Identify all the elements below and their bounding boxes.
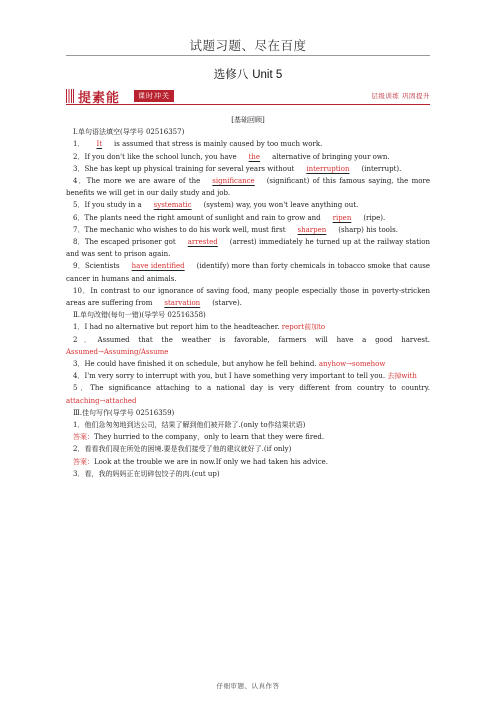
exercise-content: [66, 114, 430, 480]
section-2-heading: Ⅱ.单句改错(每句一错)(导学号 02516358): [73, 311, 206, 320]
question-3-2: 2．看看我们现在所处的困境.要是我们接受了他的建议就好了.(if only): [73, 445, 292, 454]
banner-slogan: 层级训练 巩固提升: [371, 92, 430, 100]
question-1-8: 8．The escaped prisoner got arrested (arrest) immediately he turned up at the railway station and was sent to prison again.: [66, 238, 431, 259]
banner-title: 提素能: [78, 91, 121, 106]
correction: 去掉with: [387, 372, 417, 381]
question-3-1: 1．他们急匆匆地到达公司，结果了解到他们被开除了.(only to作结果状语): [73, 421, 306, 430]
answer-blank: It: [96, 140, 103, 149]
answer-blank: ripen: [332, 213, 352, 222]
answer-3-2: 答案：Look at the trouble we are in now.If only we had taken his advice.: [73, 457, 329, 466]
question-1-5: 5．If you study in a systematic (system) way, you won't leave anything out.: [73, 201, 359, 210]
banner-stripes-icon: [66, 89, 74, 103]
answer-blank: the: [248, 152, 261, 161]
question-1-4: 4．The more we are aware of the significance (significant) of this famous saying, the more benefits we will get in our daily study and job.: [66, 177, 431, 198]
answer-blank: significance: [212, 177, 255, 186]
question-1-10: 10．In contrast to our ignorance of saving food, many people especially those in poverty-stricken areas are suffering from starvation (starve).: [66, 286, 430, 308]
question-2-3: 3．He could have finished it on schedule, but anyhow he fell behind. anyhow→somehow: [73, 360, 386, 369]
correction: Assumed→Assuming/Assume: [66, 347, 169, 356]
title-unit: Unit 5: [252, 69, 283, 81]
correction: report前加to: [281, 323, 326, 332]
question-1-7: 7．The mechanic who wishes to do his work well, must first sharpen (sharp) his tools.: [73, 225, 398, 234]
question-1-1: 1． It is assumed that stress is mainly caused by too much work.: [73, 140, 323, 149]
answer-blank: interruption: [306, 164, 350, 173]
correction: attaching→attached: [66, 396, 137, 405]
answer-blank: systematic: [153, 201, 192, 210]
answer-blank: have identified: [131, 262, 185, 271]
basic-review-heading: [基础回顾]: [231, 116, 265, 124]
answer-blank: arrested: [187, 238, 218, 247]
question-1-6: 6．The plants need the right amount of sunlight and rain to grow and ripen (ripe).: [73, 213, 386, 222]
question-1-2: 2．If you don't like the school lunch, you have the alternative of bringing your own.: [73, 152, 390, 161]
header-rule: [66, 55, 430, 56]
question-2-2: 2．Assumed that the weather is favorable, farmers will have a good harvest. Assumed→Assuming/Assume: [66, 335, 430, 356]
title-chinese: 选修八: [213, 67, 249, 81]
answer-3-1: 答案：They hurried to the company，only to learn that they were fired.: [73, 433, 325, 442]
page-footer: 仔细审题、认真作答: [216, 682, 280, 690]
question-2-1: 1．I had no alternative but report him to the headteacher. report前加to: [73, 323, 326, 332]
section-banner: [66, 88, 430, 104]
banner-rule: [66, 104, 430, 105]
answer-blank: starvation: [164, 299, 201, 308]
banner-tag: 课时冲关: [134, 90, 174, 102]
answer-blank: sharpen: [297, 225, 327, 234]
section-3-heading: Ⅲ.佳句写作(导学号 02516359): [73, 408, 175, 417]
question-3-3: 3．看，我的妈妈正在切碎包饺子的肉.(cut up): [73, 469, 220, 478]
question-1-3: 3．She has kept up physical training for several years without interruption (interrupt).: [73, 164, 402, 173]
correction: anyhow→somehow: [318, 360, 386, 369]
question-2-5: 5．The significance attaching to a national day is very different from country to country. attaching→attached: [66, 384, 430, 405]
section-1-heading: Ⅰ.单句语法填空(导学号 02516357): [73, 128, 185, 137]
question-2-4: 4．I'm very sorry to interrupt with you, but I have something very important to tell you. 去掉with: [73, 372, 417, 381]
page-title: [0, 66, 496, 82]
page-header: 试题习题、尽在百度: [189, 38, 307, 53]
question-1-9: 9．Scientists have identified (identify) more than forty chemicals in tobacco smoke that cause cancer in humans and animals.: [66, 262, 431, 283]
